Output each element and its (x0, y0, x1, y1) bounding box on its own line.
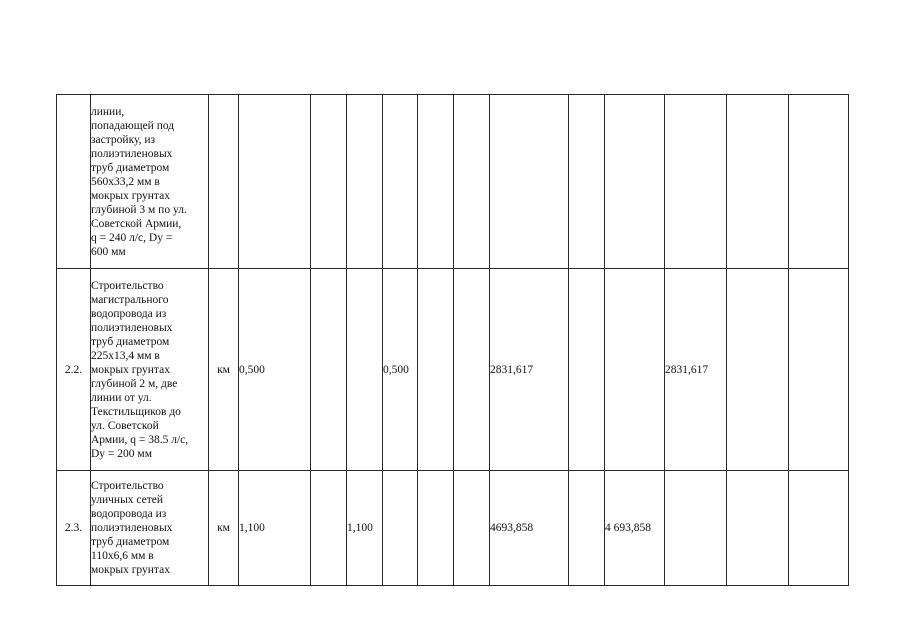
description-line: линии от ул. (91, 391, 152, 404)
value-cell: 4693,858 (490, 471, 569, 586)
description-line: 560х33,2 мм в (91, 175, 160, 188)
description-line: Советской Армии, (91, 217, 182, 230)
row-description (91, 269, 209, 471)
value-cell: 2831,617 (665, 269, 727, 471)
description-line: ул. Советской (91, 419, 159, 432)
value-cell (665, 95, 727, 269)
description-line: 110х6,6 мм в (91, 550, 154, 562)
description-line: полиэтиленовых (91, 321, 173, 334)
value-cell (569, 471, 605, 586)
value-cell (727, 269, 789, 471)
description-line: уличных сетей (91, 494, 164, 506)
value-cell (311, 95, 347, 269)
value-cell: 1,100 (239, 471, 311, 586)
value-cell (418, 471, 454, 586)
description-line: застройку, из (91, 133, 156, 146)
table-row (57, 471, 849, 586)
value-cell (239, 95, 311, 269)
value-cell (454, 269, 490, 471)
unit-cell: км (209, 471, 239, 586)
row-number: 2.3. (57, 471, 91, 586)
description-line: 600 мм (91, 245, 126, 258)
value-cell (490, 95, 569, 269)
row-number: 2.2. (57, 269, 91, 471)
description-line: q = 240 л/с, Dy = (91, 231, 173, 244)
table-row (57, 269, 849, 471)
row-description (91, 95, 209, 269)
value-cell (665, 471, 727, 586)
row-number (57, 95, 91, 269)
value-cell (383, 471, 418, 586)
description-line: труб диаметром (91, 536, 170, 548)
description-line: линии, (91, 105, 125, 118)
value-cell (418, 95, 454, 269)
value-cell (454, 95, 490, 269)
value-cell: 1,100 (347, 471, 383, 586)
description-line: водопровода из (91, 508, 167, 520)
description-line: попадающей под (91, 119, 175, 132)
value-cell: 0,500 (239, 269, 311, 471)
description-line: Текстильщиков до (91, 405, 181, 418)
row-description (91, 471, 209, 586)
value-cell (383, 95, 418, 269)
value-cell (605, 269, 665, 471)
description-line: полиэтиленовых (91, 522, 173, 534)
value-cell (347, 95, 383, 269)
table-row (57, 95, 849, 269)
value-cell (789, 95, 849, 269)
value-cell (605, 95, 665, 269)
description-line: глубиной 2 м, две (91, 377, 178, 390)
description-line: полиэтиленовых (91, 147, 173, 160)
description-line: водопровода из (91, 307, 167, 320)
description-line: Строительство (91, 279, 164, 292)
description-line: мокрых грунтах (91, 189, 170, 202)
description-line: труб диаметром (91, 161, 170, 174)
value-cell (311, 269, 347, 471)
description-line: глубиной 3 м по ул. (91, 203, 187, 216)
value-cell (727, 95, 789, 269)
unit-cell (209, 95, 239, 269)
value-cell (418, 269, 454, 471)
estimate-table (56, 94, 849, 586)
value-cell (789, 269, 849, 471)
description-line: 225х13,4 мм в (91, 349, 160, 362)
description-line: мокрых грунтах (91, 564, 170, 576)
value-cell: 0,500 (383, 269, 418, 471)
value-cell: 2831,617 (490, 269, 569, 471)
value-cell (789, 471, 849, 586)
description-line: Dy = 200 мм (91, 447, 152, 460)
description-line: Армии, q = 38.5 л/с, (91, 433, 189, 446)
description-line: магистрального (91, 293, 169, 306)
value-cell (569, 95, 605, 269)
value-cell (311, 471, 347, 586)
description-line: Строительство (91, 480, 164, 492)
description-line: труб диаметром (91, 335, 170, 348)
value-cell (347, 269, 383, 471)
value-cell: 4 693,858 (605, 471, 665, 586)
value-cell (454, 471, 490, 586)
table-body (57, 95, 849, 586)
value-cell (569, 269, 605, 471)
description-line: мокрых грунтах (91, 363, 170, 376)
value-cell (727, 471, 789, 586)
unit-cell: км (209, 269, 239, 471)
